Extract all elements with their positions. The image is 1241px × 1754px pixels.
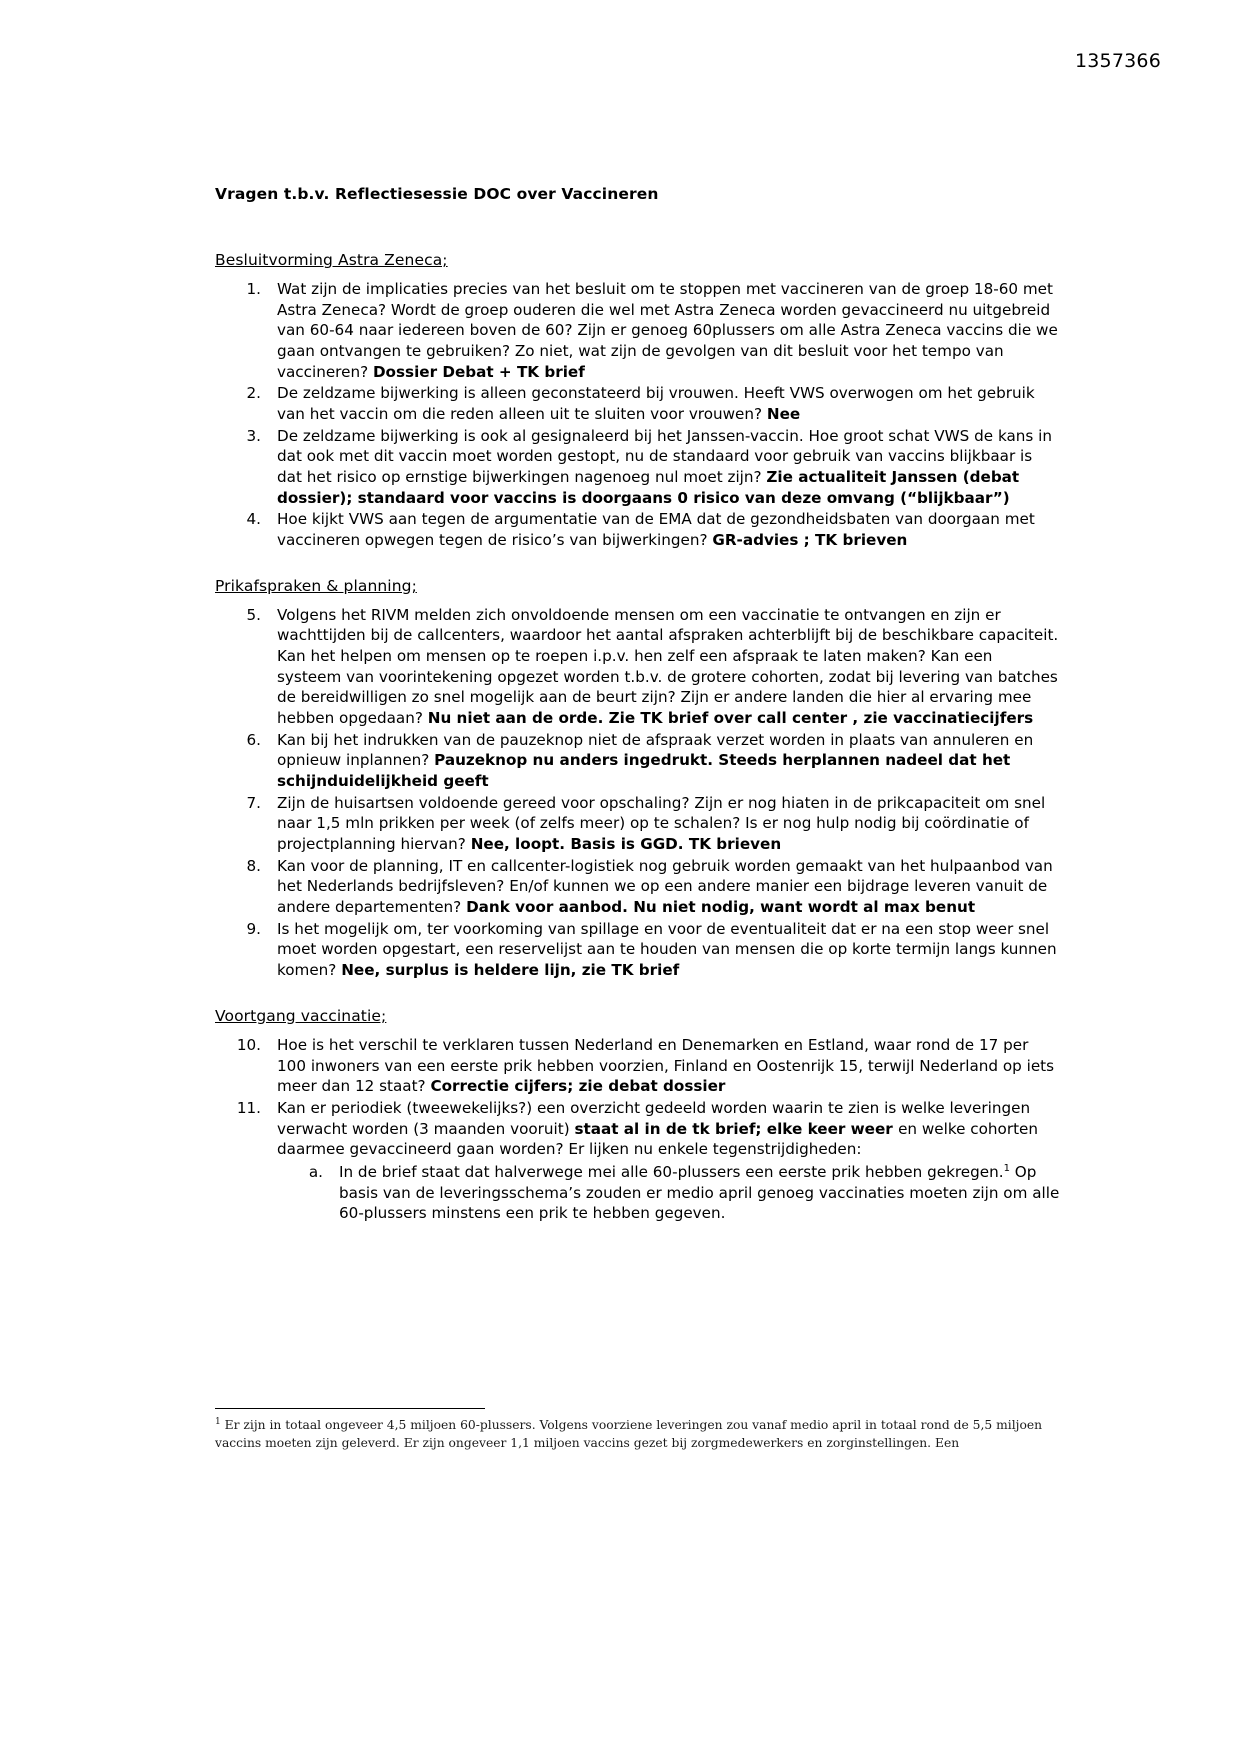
- list-item-text: De zeldzame bijwerking is ook al gesignaleerd bij het Janssen-vaccin. Hoe groot schat VWS de kans in dat ook met dit vaccin moet worden gestopt, nu de standaard voor gebruik van vaccins blijkbaar is dat het risico op ernstige bijwerkingen nagenoeg nul moet zijn?: [277, 426, 1052, 487]
- footnote-area: [215, 1408, 1060, 1452]
- list-item-text: De zeldzame bijwerking is alleen geconstateerd bij vrouwen. Heeft VWS overwogen om het gebruik van het vaccin om die reden alleen uit te sluiten voor vrouwen?: [277, 384, 1035, 424]
- footnote: [215, 1416, 1060, 1452]
- document-number: 1357366: [1074, 50, 1161, 72]
- question-list-besluitvorming: [215, 279, 1060, 551]
- list-item: [215, 793, 1060, 855]
- list-item-answer: Pauzeknop nu anders ingedrukt. Steeds herplannen nadeel dat het schijnduidelijkheid geeft: [277, 751, 1011, 791]
- list-item-number: 2.: [246, 384, 261, 403]
- list-item-answer: Nu niet aan de orde. Zie TK brief over call center , zie vaccinatiecijfers: [427, 709, 1034, 728]
- list-item-number: 6.: [246, 730, 261, 749]
- list-item-text: Zijn de huisartsen voldoende gereed voor opschaling? Zijn er nog hiaten in de prikcapaciteit om snel naar 1,5 mln prikken per week (of zelfs meer) op te schalen? Is er nog hulp nodig bij coördinatie of projectplanning hiervan?: [277, 793, 1046, 854]
- list-item: [215, 1098, 1060, 1224]
- list-item-answer: Dank voor aanbod. Nu niet nodig, want wordt al max benut: [466, 898, 976, 917]
- list-item-text-part: Kan er periodiek (tweewekelijks?) een overzicht gedeeld worden waarin te zien is welke leveringen verwacht worden (3 maanden vooruit): [277, 1098, 1031, 1138]
- list-item: [215, 426, 1060, 509]
- document-body: [215, 185, 1060, 1225]
- section-heading-prikafspraken: Prikafspraken & planning;: [215, 576, 417, 595]
- list-item: [215, 279, 1060, 382]
- list-item-answer: Nee, surplus is heldere lijn, zie TK brief: [341, 961, 680, 980]
- sub-list-item-text-after: Op basis van de leveringsschema’s zouden er medio april genoeg vaccinaties moeten zijn om alle 60-plussers minstens een prik te hebben gegeven.: [339, 1162, 1060, 1223]
- list-item-answer: Dossier Debat + TK brief: [372, 362, 585, 381]
- list-item-answer: Nee: [766, 405, 801, 424]
- footnote-body: Er zijn in totaal ongeveer 4,5 miljoen 60-plussers. Volgens voorziene leveringen zou vanaf medio april in totaal rond de 5,5 miljoen vaccins moeten zijn geleverd. Er zijn ongeveer 1,1 miljoen vaccins gezet bij zorgmedewerkers en zorginstellingen. Een: [215, 1418, 1043, 1450]
- list-item-number: 3.: [246, 426, 261, 445]
- list-item-text: Kan voor de planning, IT en callcenter-logistiek nog gebruik worden gemaakt van het hulpaanbod van het Nederlands bedrijfsleven? En/of kunnen we op een andere manier een bijdrage leveren vanuit de andere departementen?: [277, 856, 1053, 917]
- sub-list-item-text: In de brief staat dat halverwege mei alle 60-plussers een eerste prik hebben gekregen.: [339, 1162, 1004, 1181]
- list-item: [215, 383, 1060, 424]
- list-item-number: 7.: [246, 793, 261, 812]
- list-item: [215, 919, 1060, 981]
- list-item-text: Hoe is het verschil te verklaren tussen Nederland en Denemarken en Estland, waar rond de 17 per 100 inwoners van een eerste prik hebben voorzien, Finland en Oostenrijk 15, terwijl Nederland op iets meer dan 12 staat?: [277, 1035, 1055, 1096]
- list-item-text: Wat zijn de implicaties precies van het besluit om te stoppen met vaccineren van de groep 18-60 met Astra Zeneca? Wordt de groep ouderen die wel met Astra Zeneca worden gevaccineerd nu uitgebreid van 60-64 naar iedereen boven de 60? Zijn er genoeg 60plussers om alle Astra Zeneca vaccins die we gaan ontvangen te gebruiken? Zo niet, wat zijn de gevolgen van dit besluit voor het tempo van vaccineren?: [277, 280, 1058, 381]
- list-item-text: Kan bij het indrukken van de pauzeknop niet de afspraak verzet worden in plaats van annuleren en opnieuw inplannen?: [277, 730, 1034, 770]
- sub-list-item: [277, 1162, 1060, 1224]
- section-heading-besluitvorming: Besluitvorming Astra Zeneca;: [215, 251, 448, 269]
- list-item-text: Hoe kijkt VWS aan tegen de argumentatie van de EMA dat de gezondheidsbaten van doorgaan met vaccineren opwegen tegen de risico’s van bijwerkingen?: [277, 510, 1035, 550]
- list-item-text-part: en welke cohorten daarmee gevaccineerd gaan worden? Er lijken nu enkele tegenstrijdigheden:: [277, 1119, 1038, 1159]
- footnote-divider: [215, 1408, 485, 1409]
- list-item-answer: Zie actualiteit Janssen (debat dossier); standaard voor vaccins is doorgaans 0 risico van deze omvang (“blijkbaar”): [277, 468, 1020, 507]
- list-item: [215, 730, 1060, 792]
- list-item-number: 5.: [246, 605, 261, 624]
- list-item-number: 10.: [236, 1035, 261, 1054]
- list-item-text: Volgens het RIVM melden zich onvoldoende mensen om een vaccinatie te ontvangen en zijn er wachttijden bij de callcenters, waardoor het aantal afspraken achterblijft bij de beschikbare capaciteit. Kan het helpen om mensen op te roepen i.p.v. hen zelf een afspraak te laten maken? Kan een systeem van voorintekening opgezet worden t.b.v. de grotere cohorten, zodat bij levering van batches de bereidwilligen zo snel mogelijk aan de beurt zijn? Zijn er andere landen die hier al ervaring mee hebben opgedaan?: [277, 605, 1059, 728]
- list-item-answer: GR-advies ; TK brieven: [712, 531, 908, 550]
- list-item-number: 11.: [236, 1098, 261, 1117]
- list-item: [215, 856, 1060, 918]
- footnote-marker: 1: [1003, 1162, 1010, 1174]
- page-title: Vragen t.b.v. Reflectiesessie DOC over Vaccineren: [215, 185, 659, 203]
- list-item-text-emphasis: staat al in de tk brief; elke keer weer: [574, 1119, 899, 1138]
- list-item-answer: Nee, loopt. Basis is GGD. TK brieven: [470, 835, 782, 854]
- list-item-text: Is het mogelijk om, ter voorkoming van spillage en voor de eventualiteit dat er na een stop weer snel moet worden opgestart, een reservelijst aan te houden van mensen die op korte termijn langs kunnen komen?: [277, 919, 1057, 980]
- question-list-voortgang: [215, 1035, 1060, 1224]
- section-heading-voortgang: Voortgang vaccinatie;: [215, 1006, 387, 1025]
- list-item-number: 9.: [246, 919, 261, 938]
- list-item-answer: Correctie cijfers; zie debat dossier: [430, 1077, 726, 1096]
- list-item: [215, 1035, 1060, 1097]
- footnote-number: 1: [215, 1417, 221, 1427]
- list-item-number: 1.: [246, 280, 261, 298]
- list-item: [215, 605, 1060, 729]
- list-item-number: 4.: [246, 510, 261, 529]
- sub-list-item-number: a.: [308, 1162, 323, 1181]
- list-item-number: 8.: [246, 856, 261, 875]
- question-list-prikafspraken: [215, 605, 1060, 981]
- sub-question-list: [277, 1162, 1060, 1224]
- list-item: [215, 509, 1060, 550]
